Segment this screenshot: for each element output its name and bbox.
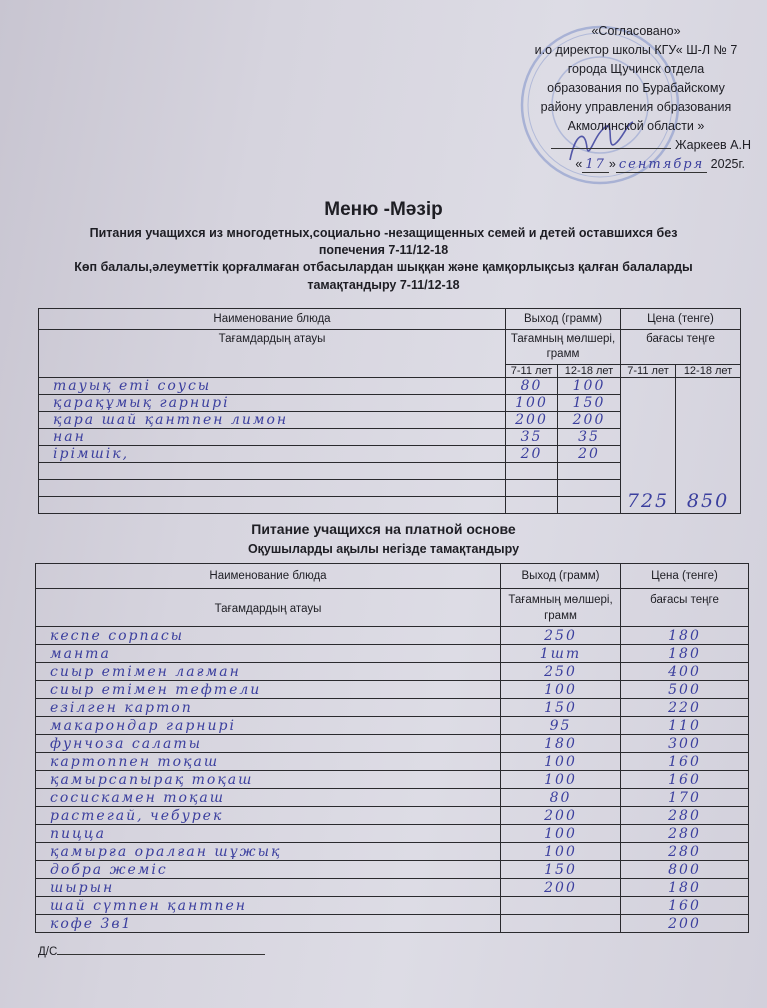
header-price-age-12-18: 12-18 лет [676,365,741,378]
table-row [36,699,749,717]
table-row [36,861,749,879]
table-row [36,879,749,897]
dish-price: 180 [621,645,749,663]
header-dish-name-kz: Тағамдардың атауы [36,589,501,627]
signer-name: Жаркеев А.Н [674,138,751,152]
dish-price: 500 [621,681,749,699]
dish-name: картоппен тоқаш [36,753,501,771]
header-price-kz: бағасы теңге [621,330,741,365]
dish-price: 280 [621,843,749,861]
header-price-kz: бағасы теңге [621,589,749,627]
signature-line [505,136,767,155]
table-header-row-kz [36,589,749,627]
table-row [36,717,749,735]
dish-name: қамырға оралған шұжық [36,843,501,861]
dish-price: 110 [621,717,749,735]
approval-org-1: города Щучинск отдела [567,62,705,76]
price-12-18: 850 [676,378,741,514]
dish-price: 220 [621,699,749,717]
table-row [36,627,749,645]
paid-section-title-ru: Питание учащихся на платной основе [251,521,516,537]
approval-heading: «Согласовано» [591,24,681,38]
approval-position: и.о директор школы КГУ« Ш-Л № 7 [534,43,738,57]
subtitle-kz-line2: тамақтандыру 7-11/12-18 [307,278,460,292]
header-yield-kz: Тағамның мөлшері, грамм [501,589,621,627]
dish-yield [501,915,621,933]
dish-price: 170 [621,789,749,807]
dish-price: 180 [621,879,749,897]
dish-name: кофе 3в1 [36,915,501,933]
approval-org-3: району управления образования [540,100,732,114]
yield-7-11: 20 [506,446,558,463]
header-dish-name-kz: Тағамдардың атауы [39,330,506,378]
free-meals-table [38,308,741,514]
dish-yield: 180 [501,735,621,753]
yield-7-11: 200 [506,412,558,429]
table-row [36,825,749,843]
dish-yield: 100 [501,771,621,789]
table-row [39,378,741,395]
table-row [36,645,749,663]
dish-name: тауық еті соусы [39,378,506,395]
dish-yield: 250 [501,627,621,645]
dish-name: сосискамен тоқаш [36,789,501,807]
yield-12-18 [558,463,621,480]
dish-name: макарондар гарнирі [36,717,501,735]
table-row [36,897,749,915]
dish-yield: 100 [501,843,621,861]
header-yield-ru: Выход (грамм) [501,564,621,589]
dish-name: шай сүтпен қантпен [36,897,501,915]
dish-price: 160 [621,753,749,771]
date-year: 2025г. [710,157,745,171]
paid-meals-table [35,563,749,933]
page-title: Меню -Мәзір [324,199,443,220]
header-yield-age-7-11: 7-11 лет [506,365,558,378]
dish-price: 300 [621,735,749,753]
signature-blank [551,136,671,149]
dish-price: 800 [621,861,749,879]
header-yield-age-12-18: 12-18 лет [558,365,621,378]
header-yield-ru: Выход (грамм) [506,309,621,330]
header-dish-name-ru: Наименование блюда [36,564,501,589]
table-row [36,735,749,753]
yield-7-11 [506,480,558,497]
dish-yield: 100 [501,753,621,771]
subtitle-kz-line1: Көп балалы,әлеуметтік қорғалмаған отбасылардан шыққан және қамқорлықсыз қалған балаларды [74,260,693,274]
approval-org-2: образования по Бурабайскому [547,81,725,95]
dish-name: нан [39,429,506,446]
dish-yield: 150 [501,861,621,879]
price-7-11: 725 [621,378,676,514]
dish-name: ірімшік, [39,446,506,463]
dish-name: шырын [36,879,501,897]
yield-12-18: 150 [558,395,621,412]
dish-price: 180 [621,627,749,645]
header-price-age-7-11: 7-11 лет [621,365,676,378]
dish-yield [501,897,621,915]
table-header-row [36,564,749,589]
table-header-row-kz [39,330,741,365]
ds-blank-line [57,944,265,955]
subtitle-ru-line2: попечения 7-11/12-18 [318,243,449,257]
yield-12-18 [558,497,621,514]
dish-yield: 100 [501,681,621,699]
dish-yield: 80 [501,789,621,807]
yield-12-18 [558,480,621,497]
dish-name: пицца [36,825,501,843]
dish-name: растегай, чебурек [36,807,501,825]
dish-name: манта [36,645,501,663]
dish-name: фунчоза салаты [36,735,501,753]
approval-date [505,155,767,174]
dish-name: езілген картоп [36,699,501,717]
ds-label: Д/С [38,946,58,958]
approval-org-4: Акмолинской области » [567,119,705,133]
yield-12-18: 20 [558,446,621,463]
date-day: 17 [582,157,609,173]
dish-name: қарақұмық гарнирі [39,395,506,412]
table-row [36,789,749,807]
paid-section-title-kz: Оқушыларды ақылы негізде тамақтандыру [247,542,520,556]
dish-name: сиыр етімен лағман [36,663,501,681]
date-quote-close: » [608,157,616,171]
dish-name: добра жеміс [36,861,501,879]
dish-price: 200 [621,915,749,933]
table-row [36,663,749,681]
yield-7-11: 80 [506,378,558,395]
table-row [36,843,749,861]
table-row [36,753,749,771]
header-price-ru: Цена (тенге) [621,309,741,330]
dish-name [39,497,506,514]
header-dish-name-ru: Наименование блюда [39,309,506,330]
table-row [36,771,749,789]
dish-yield: 1шт [501,645,621,663]
dish-name: сиыр етімен тефтели [36,681,501,699]
dish-yield: 200 [501,807,621,825]
table-row [36,915,749,933]
date-quote-open: « [575,157,583,171]
yield-7-11: 35 [506,429,558,446]
header-yield-kz: Тағамның мөлшері, грамм [506,330,621,365]
yield-12-18: 200 [558,412,621,429]
table-row [36,681,749,699]
dish-yield: 250 [501,663,621,681]
dish-name: кеспе сорпасы [36,627,501,645]
date-month: сентября [616,157,707,173]
header-price-ru: Цена (тенге) [621,564,749,589]
dish-price: 280 [621,825,749,843]
subtitle-ru-line1: Питания учащихся из многодетных,социально -незащищенных семей и детей оставшихся без [89,226,678,240]
dish-name [39,480,506,497]
dish-name: қара шай қантпен лимон [39,412,506,429]
table-header-row [39,309,741,330]
dish-price: 160 [621,771,749,789]
yield-12-18: 35 [558,429,621,446]
approval-block [505,22,767,174]
dish-price: 280 [621,807,749,825]
dish-yield: 95 [501,717,621,735]
dish-yield: 150 [501,699,621,717]
yield-7-11: 100 [506,395,558,412]
dish-name: қамырсапырақ тоқаш [36,771,501,789]
dish-yield: 200 [501,879,621,897]
dish-yield: 100 [501,825,621,843]
ds-signature-field [38,944,265,959]
dish-price: 400 [621,663,749,681]
yield-12-18: 100 [558,378,621,395]
dish-name [39,463,506,480]
dish-price: 160 [621,897,749,915]
table-row [36,807,749,825]
yield-7-11 [506,497,558,514]
yield-7-11 [506,463,558,480]
